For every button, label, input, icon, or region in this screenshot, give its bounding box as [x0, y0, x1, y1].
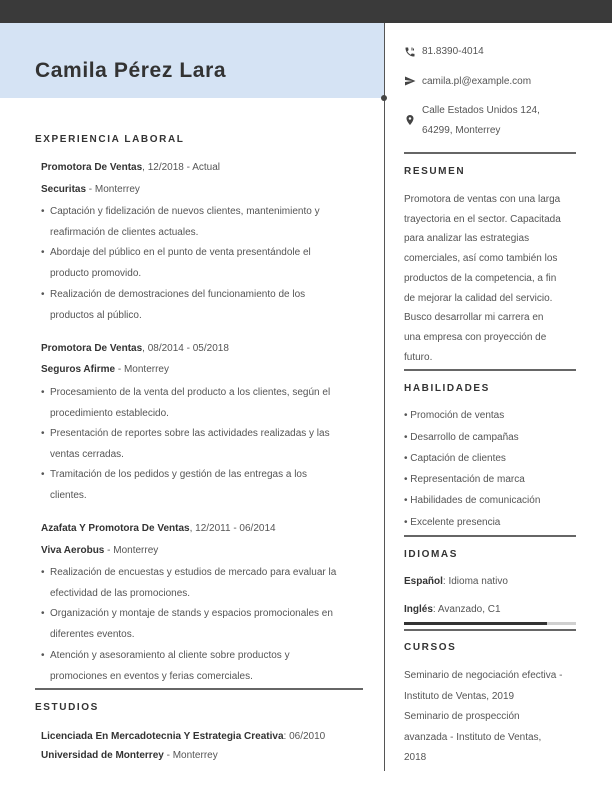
job-dates: , 12/2018 - Actual: [142, 162, 220, 173]
list-item: • Organización y montaje de stands y espacios promocionales en diferentes eventos.: [41, 608, 333, 640]
skill-item: • Captación de clientes: [404, 453, 506, 464]
company-name: Securitas: [41, 184, 87, 195]
company-location: - Monterrey: [104, 545, 159, 556]
company-location: - Monterrey: [115, 364, 169, 375]
school-name: Universidad de Monterrey: [41, 750, 164, 761]
job-title: Promotora De Ventas: [41, 343, 143, 354]
section-divider: [404, 535, 576, 537]
list-item: • Captación y fidelización de nuevos clientes, mantenimiento y reafirmación de clientes actuales.: [41, 206, 320, 238]
list-item: • Presentación de reportes sobre las actividades realizadas y las ventas cerradas.: [41, 428, 330, 460]
divider-dot: [381, 95, 387, 101]
skill-item: • Representación de marca: [404, 474, 525, 485]
education-school: [41, 749, 218, 762]
list-item: • Atención y asesoramiento al cliente sobre productos y promociones en eventos y ferias comerciales.: [41, 650, 290, 682]
language-proficiency-bar: [404, 622, 576, 625]
job-2-company: [41, 363, 169, 376]
map-pin-icon: [404, 114, 416, 126]
skill-item: • Desarrollo de campañas: [404, 432, 519, 443]
section-divider: [404, 152, 576, 154]
job-1-header: [41, 161, 220, 174]
address-line-1: Calle Estados Unidos 124,: [422, 105, 540, 116]
list-item: • Realización de encuestas y estudios de mercado para evaluar la efectividad de las promociones.: [41, 567, 337, 599]
job-3-header: [41, 522, 276, 535]
summary-heading: RESUMEN: [404, 166, 466, 177]
top-bar: [0, 0, 612, 23]
skill-item: • Habilidades de comunicación: [404, 495, 541, 506]
section-divider: [404, 369, 576, 371]
skill-item: • Excelente presencia: [404, 517, 501, 528]
experience-heading: EXPERIENCIA LABORAL: [35, 134, 185, 145]
job-3-company: [41, 544, 158, 557]
summary-text: Promotora de ventas con una larga trayectoria en el sector. Capacitada para analizar las estrategias comerciales, así como también los productos de la competencia, a fin de mejorar la calidad del servicio. Busco desarrollar mi carrera en una empresa con proyección de futuro.: [404, 194, 561, 363]
job-1-company: [41, 183, 140, 196]
job-title: Azafata Y Promotora De Ventas: [41, 523, 190, 534]
job-dates: , 12/2011 - 06/2014: [189, 523, 276, 534]
email-address: camila.pl@example.com: [422, 76, 532, 87]
education-degree: [41, 730, 325, 743]
address-line-2: 64299, Monterrey: [422, 125, 501, 136]
courses-heading: CURSOS: [404, 642, 457, 653]
language-english: Inglés: Avanzado, C1: [404, 604, 501, 615]
phone-icon: [404, 46, 416, 58]
company-name: Viva Aerobus: [41, 545, 105, 556]
courses-text: Seminario de negociación efectiva - Instituto de Ventas, 2019 Seminario de prospección avanzada - Instituto de Ventas, 2018: [404, 670, 563, 763]
languages-heading: IDIOMAS: [404, 549, 458, 560]
paper-plane-icon: [404, 75, 416, 87]
language-spanish: Español: Idioma nativo: [404, 576, 508, 587]
column-divider: [384, 23, 385, 771]
job-title: Promotora De Ventas: [41, 162, 143, 173]
section-divider: [35, 688, 363, 690]
proficiency-fill: [404, 622, 547, 625]
degree-title: Licenciada En Mercadotecnia Y Estrategia Creativa: [41, 731, 284, 742]
section-divider: [404, 629, 576, 631]
company-name: Seguros Afirme: [41, 364, 116, 375]
job-2-header: [41, 342, 229, 355]
list-item: • Abordaje del público en el punto de venta presentándole el producto promovido.: [41, 247, 311, 279]
candidate-name: Camila Pérez Lara: [35, 59, 227, 82]
list-item: • Realización de demostraciones del funcionamiento de los productos al público.: [41, 289, 306, 321]
education-heading: ESTUDIOS: [35, 702, 99, 713]
job-dates: , 08/2014 - 05/2018: [142, 343, 229, 354]
school-location: - Monterrey: [163, 750, 218, 761]
list-item: • Tramitación de los pedidos y gestión de las entregas a los clientes.: [41, 469, 307, 501]
phone-number: 81.8390-4014: [422, 46, 484, 57]
skills-heading: HABILIDADES: [404, 383, 490, 394]
list-item: • Procesamiento de la venta del producto a los clientes, según el procedimiento establecido.: [41, 387, 331, 419]
company-location: - Monterrey: [86, 184, 140, 195]
degree-date: : 06/2010: [283, 731, 326, 742]
skill-item: • Promoción de ventas: [404, 410, 505, 421]
